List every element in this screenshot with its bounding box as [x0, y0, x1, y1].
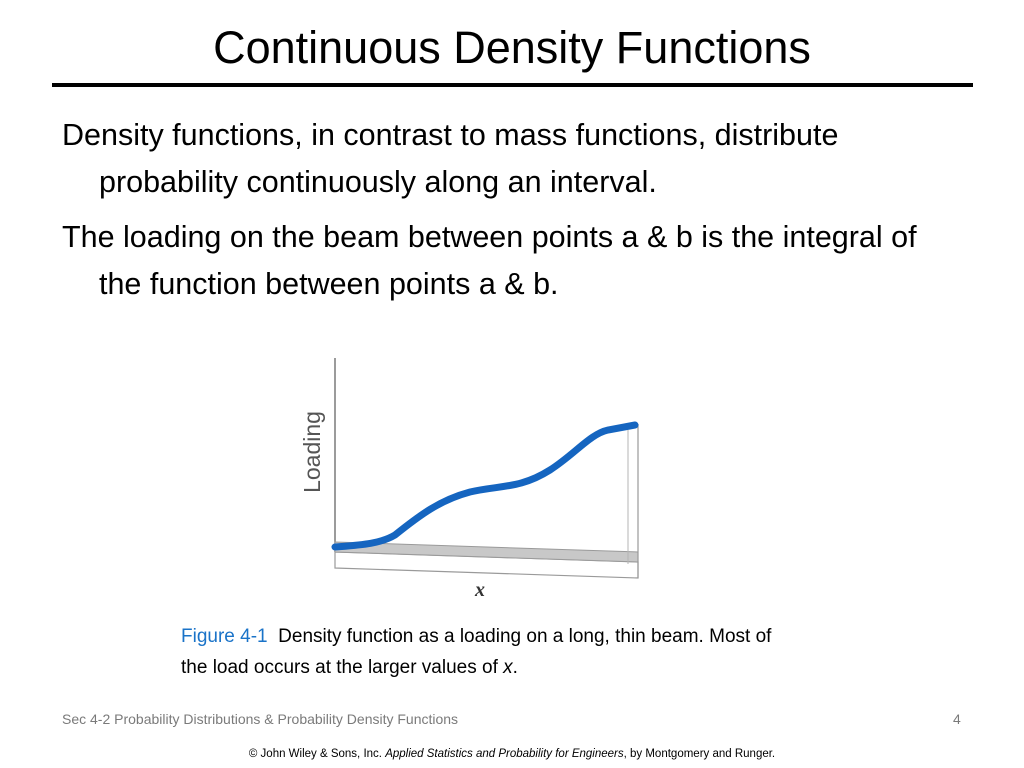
- bullet-item-beam-loading: The loading on the beam between points a & b is the integral of the function between points a & b.: [62, 220, 917, 301]
- figure-caption: [181, 621, 781, 683]
- figure-caption-label: Figure 4-1: [181, 626, 268, 647]
- slide-number: 4: [953, 711, 961, 727]
- copyright-prefix: © John Wiley & Sons, Inc.: [248, 748, 386, 760]
- density-curve: [335, 425, 635, 547]
- slide-title: Continuous Density Functions: [213, 22, 811, 73]
- beam-loading-figure: [290, 352, 650, 602]
- x-axis-label: x: [475, 579, 485, 601]
- bullet-item-density-functions: Density functions, in contrast to mass functions, distribute probability continuously along an interval.: [62, 118, 839, 199]
- footer-section-title: Sec 4-2 Probability Distributions & Probability Density Functions: [62, 711, 459, 727]
- y-axis-label: Loading: [299, 411, 325, 493]
- title-divider: [52, 83, 973, 87]
- figure-caption-text: Density function as a loading on a long, thin beam. Most of the load occurs at the larger values of: [181, 626, 772, 678]
- bullet-list: [62, 112, 962, 316]
- figure-caption-period: .: [512, 657, 518, 678]
- copyright-book-title: Applied Statistics and Probability for Engineers: [385, 748, 624, 760]
- copyright-suffix: , by Montgomery and Runger.: [623, 748, 776, 760]
- beam-loading-diagram: [290, 352, 650, 602]
- figure-caption-variable: x: [503, 657, 513, 678]
- copyright-notice: [0, 748, 1024, 760]
- beam-top-face: [335, 542, 638, 562]
